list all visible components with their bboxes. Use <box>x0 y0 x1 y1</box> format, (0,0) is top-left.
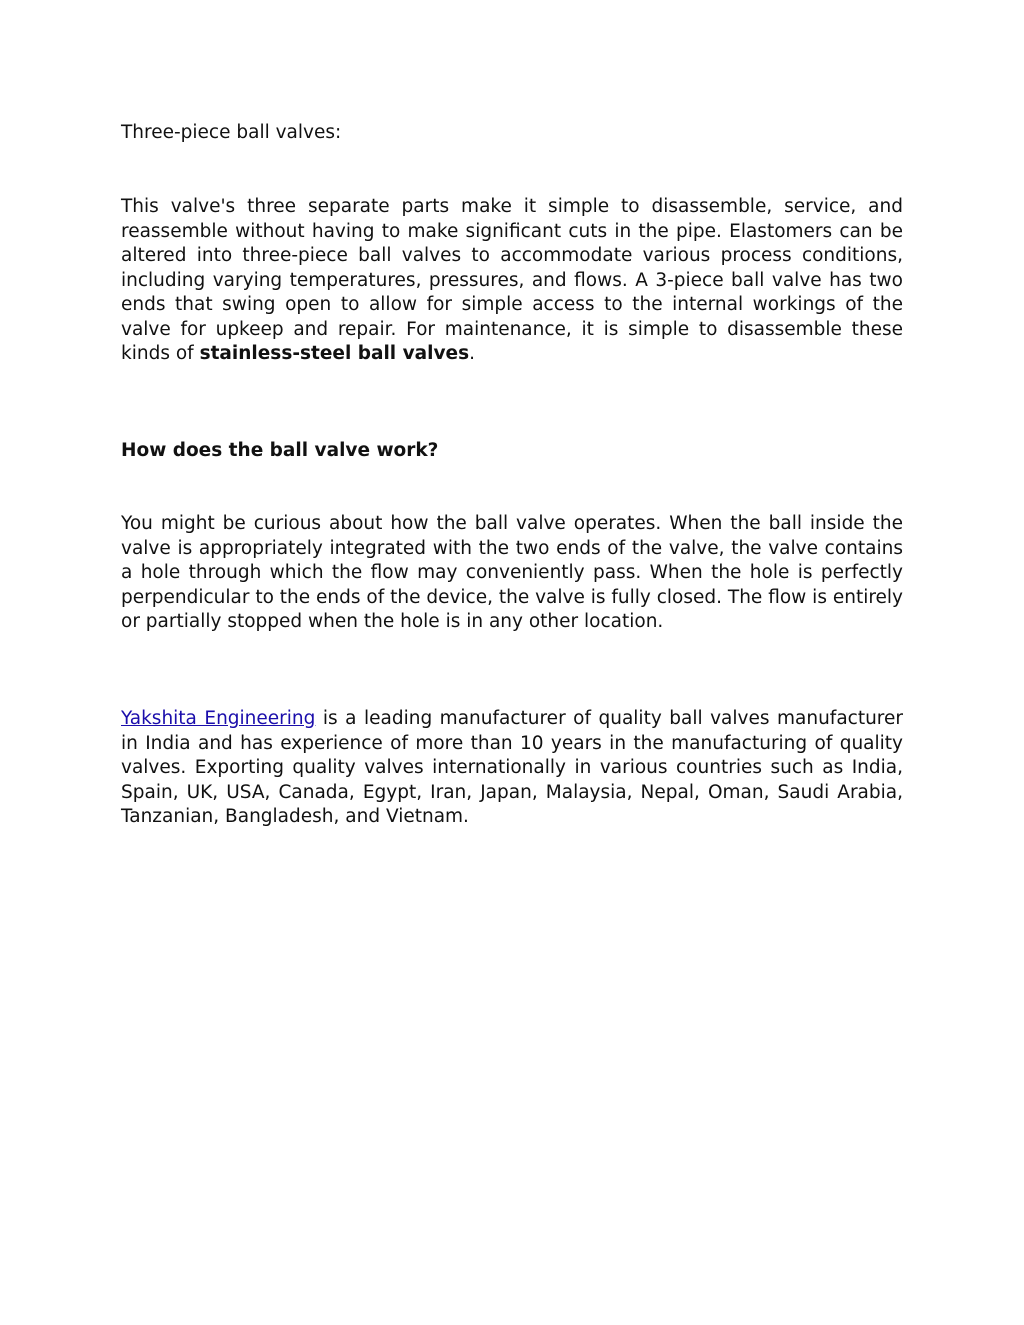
section-heading: How does the ball valve work? <box>121 440 439 461</box>
paragraph-text: is a leading manufacturer of quality ball valves manufacturer in India and has experience of more than 10 years in the manufacturing of quality valves. Exporting quality valves internationally in various countries such as India, Spain, UK, USA, Canada, Egypt, Iran, Japan, Malaysia, Nepal, Oman, Saudi Arabia, Tanzanian, Bangladesh, and Vietnam. <box>121 708 903 827</box>
paragraph-company <box>121 707 903 830</box>
bold-keyword: stainless-steel ball valves <box>199 343 470 364</box>
paragraph-how-it-works: You might be curious about how the ball valve operates. When the ball inside the valve is appropriately integrated with the two ends of the valve, the valve contains a hole through which the flow may conveniently pass. When the hole is perfectly perpendicular to the ends of the device, the valve is fully closed. The flow is entirely or partially stopped when the hole is in any other location. <box>121 513 904 632</box>
section-subtitle: Three-piece ball valves: <box>121 122 342 143</box>
company-link[interactable]: Yakshita Engineering <box>121 708 316 729</box>
paragraph-three-piece-valves <box>121 195 903 367</box>
paragraph-end: . <box>469 343 475 364</box>
paragraph-text: This valve's three separate parts make it simple to disassemble, service, and reassemble without having to make significant cuts in the pipe. Elastomers can be altered into three-piece ball valves to accommodate various process conditions, including varying temperatures, pressures, and flows. A 3-piece ball valve has two ends that swing open to allow for simple access to the internal workings of the valve for upkeep and repair. For maintenance, it is simple to disassemble these kinds of <box>121 196 903 364</box>
